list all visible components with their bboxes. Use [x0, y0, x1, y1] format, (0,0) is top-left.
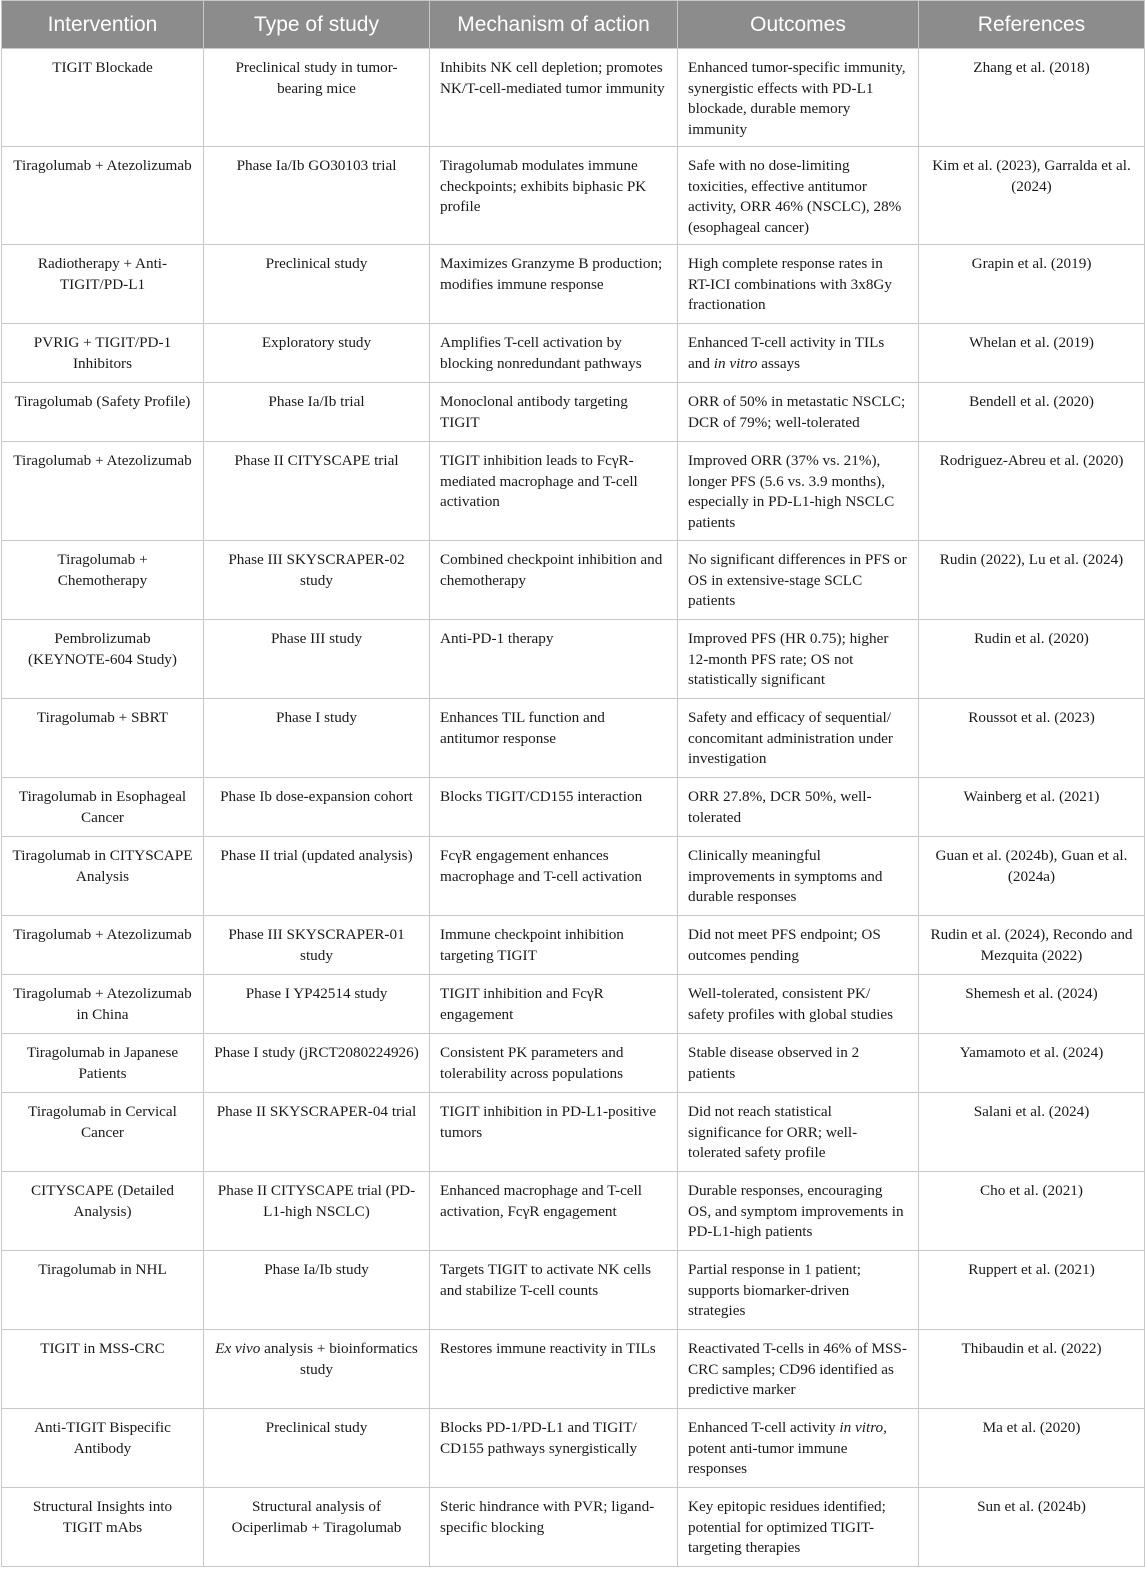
cell-outcomes: Reactivated T-cells in 46% of MSS-CRC samples; CD96 identified as predictive marker: [678, 1330, 919, 1409]
cell-references: Thibaudin et al. (2022): [919, 1330, 1145, 1409]
outcomes-text: Enhanced T-cell activity in TILs and: [688, 334, 885, 372]
header-references: References: [919, 1, 1145, 49]
table-row: [2, 1034, 1145, 1093]
header-row: [2, 1, 1145, 49]
cell-references: Whelan et al. (2019): [919, 324, 1145, 383]
table-row: [2, 916, 1145, 975]
cell-study: Phase II CITYSCAPE trial: [204, 442, 430, 541]
table-row: [2, 1251, 1145, 1330]
cell-study: Exploratory study: [204, 324, 430, 383]
cell-intervention: TIGIT Blockade: [2, 49, 204, 147]
cell-study: Phase Ia/Ib study: [204, 1251, 430, 1330]
study-italic-text: Ex vivo: [215, 1340, 261, 1357]
cell-mechanism: Anti-PD-1 therapy: [430, 620, 678, 699]
cell-study: Phase I YP42514 study: [204, 975, 430, 1034]
table-row: [2, 1093, 1145, 1172]
cell-intervention: Tiragolumab + SBRT: [2, 699, 204, 778]
cell-intervention: Tiragolumab + Atezolizumab: [2, 916, 204, 975]
cell-study: Preclinical study in tumor-bearing mice: [204, 49, 430, 147]
cell-mechanism: Amplifies T-cell activation by blocking nonredundant pathways: [430, 324, 678, 383]
table-row: [2, 383, 1145, 442]
table-row: [2, 1409, 1145, 1488]
header-mechanism: Mechanism of action: [430, 1, 678, 49]
cell-study: Phase Ia/Ib GO30103 trial: [204, 147, 430, 245]
table-row: [2, 620, 1145, 699]
table-row: [2, 324, 1145, 383]
cell-mechanism: Maximizes Granzyme B production; modifies immune response: [430, 245, 678, 324]
cell-references: Roussot et al. (2023): [919, 699, 1145, 778]
cell-mechanism: Restores immune reactivity in TILs: [430, 1330, 678, 1409]
cell-outcomes: Did not reach statistical significance for ORR; well-tolerated safety profile: [678, 1093, 919, 1172]
cell-references: Salani et al. (2024): [919, 1093, 1145, 1172]
header-outcomes: Outcomes: [678, 1, 919, 49]
cell-outcomes: Partial response in 1 patient; supports biomarker-driven strategies: [678, 1251, 919, 1330]
cell-mechanism: Blocks TIGIT/CD155 interaction: [430, 778, 678, 837]
cell-mechanism: Steric hindrance with PVR; ligand-specific blocking: [430, 1488, 678, 1567]
cell-intervention: Tiragolumab + Chemotherapy: [2, 541, 204, 620]
cell-outcomes: Key epitopic residues identified; potential for optimized TIGIT-targeting therapies: [678, 1488, 919, 1567]
cell-mechanism: Tiragolumab modulates immune checkpoints; exhibits biphasic PK profile: [430, 147, 678, 245]
cell-outcomes: Clinically meaningful improvements in symptoms and durable responses: [678, 837, 919, 916]
intervention-table: [1, 0, 1145, 1567]
cell-references: Sun et al. (2024b): [919, 1488, 1145, 1567]
cell-intervention: Tiragolumab + Atezolizumab: [2, 147, 204, 245]
cell-outcomes: Stable disease observed in 2 patients: [678, 1034, 919, 1093]
cell-references: Yamamoto et al. (2024): [919, 1034, 1145, 1093]
cell-references: Shemesh et al. (2024): [919, 975, 1145, 1034]
cell-study: Phase III SKYSCRAPER-02 study: [204, 541, 430, 620]
cell-intervention: Anti-TIGIT Bispecific Antibody: [2, 1409, 204, 1488]
cell-intervention: Tiragolumab + Atezolizumab: [2, 442, 204, 541]
table-row: [2, 1488, 1145, 1567]
cell-references: Guan et al. (2024b), Guan et al. (2024a): [919, 837, 1145, 916]
cell-references: Ma et al. (2020): [919, 1409, 1145, 1488]
cell-intervention: Tiragolumab in Esophageal Cancer: [2, 778, 204, 837]
cell-outcomes: ORR 27.8%, DCR 50%, well-tolerated: [678, 778, 919, 837]
cell-study: [204, 1330, 430, 1409]
cell-study: Preclinical study: [204, 245, 430, 324]
cell-references: Bendell et al. (2020): [919, 383, 1145, 442]
cell-mechanism: Immune checkpoint inhibition targeting TIGIT: [430, 916, 678, 975]
cell-outcomes: Improved ORR (37% vs. 21%), longer PFS (5.6 vs. 3.9 months), especially in PD-L1-high NSCLC patients: [678, 442, 919, 541]
study-text: analysis + bioinformatics study: [260, 1340, 418, 1378]
cell-intervention: Structural Insights into TIGIT mAbs: [2, 1488, 204, 1567]
cell-references: Wainberg et al. (2021): [919, 778, 1145, 837]
cell-intervention: Radiotherapy + Anti-TIGIT/PD-L1: [2, 245, 204, 324]
cell-outcomes: Durable responses, encouraging OS, and symptom improvements in PD-L1-high patients: [678, 1172, 919, 1251]
table-row: [2, 1172, 1145, 1251]
outcomes-italic-text: in vitro: [713, 354, 758, 372]
cell-study: Phase III SKYSCRAPER-01 study: [204, 916, 430, 975]
cell-outcomes: Safe with no dose-limiting toxicities, effective antitumor activity, ORR 46% (NSCLC), 28% (esophageal cancer): [678, 147, 919, 245]
cell-outcomes: High complete response rates in RT-ICI combinations with 3x8Gy fractionation: [678, 245, 919, 324]
cell-study: Phase III study: [204, 620, 430, 699]
cell-study: Phase II trial (updated analysis): [204, 837, 430, 916]
table-row: [2, 442, 1145, 541]
cell-outcomes: ORR of 50% in metastatic NSCLC; DCR of 79%; well-tolerated: [678, 383, 919, 442]
cell-outcomes: No significant differences in PFS or OS in extensive-stage SCLC patients: [678, 541, 919, 620]
cell-outcomes: Did not meet PFS endpoint; OS outcomes pending: [678, 916, 919, 975]
table-row: [2, 699, 1145, 778]
cell-references: Rudin et al. (2020): [919, 620, 1145, 699]
cell-references: Rodriguez-Abreu et al. (2020): [919, 442, 1145, 541]
cell-outcomes: Enhanced tumor-specific immunity, synergistic effects with PD-L1 blockade, durable memory immunity: [678, 49, 919, 147]
outcomes-text: assays: [757, 354, 801, 372]
table-row: [2, 245, 1145, 324]
cell-intervention: PVRIG + TIGIT/PD-1 Inhibitors: [2, 324, 204, 383]
cell-mechanism: TIGIT inhibition and FcγR engagement: [430, 975, 678, 1034]
cell-mechanism: FcγR engagement enhances macrophage and T-cell activation: [430, 837, 678, 916]
cell-mechanism: Blocks PD-1/PD-L1 and TIGIT/ CD155 pathways synergistically: [430, 1409, 678, 1488]
outcomes-italic-text: in vitro: [839, 1419, 884, 1436]
cell-study: Structural analysis of Ociperlimab + Tiragolumab: [204, 1488, 430, 1567]
cell-references: Cho et al. (2021): [919, 1172, 1145, 1251]
cell-intervention: Tiragolumab in CITYSCAPE Analysis: [2, 837, 204, 916]
table-row: [2, 541, 1145, 620]
cell-study: Phase II SKYSCRAPER-04 trial: [204, 1093, 430, 1172]
cell-intervention: TIGIT in MSS-CRC: [2, 1330, 204, 1409]
cell-mechanism: Enhances TIL function and antitumor response: [430, 699, 678, 778]
cell-mechanism: TIGIT inhibition in PD-L1-positive tumors: [430, 1093, 678, 1172]
cell-references: Ruppert et al. (2021): [919, 1251, 1145, 1330]
cell-intervention: Pembrolizumab (KEYNOTE-604 Study): [2, 620, 204, 699]
cell-references: Zhang et al. (2018): [919, 49, 1145, 147]
cell-outcomes: Safety and efficacy of sequential/ concomitant administration under investigation: [678, 699, 919, 778]
cell-study: Phase II CITYSCAPE trial (PD-L1-high NSCLC): [204, 1172, 430, 1251]
cell-outcomes: [678, 324, 919, 383]
cell-outcomes: [678, 1409, 919, 1488]
table-row: [2, 837, 1145, 916]
cell-outcomes: Well-tolerated, consistent PK/ safety profiles with global studies: [678, 975, 919, 1034]
cell-study: Preclinical study: [204, 1409, 430, 1488]
cell-study: Phase Ib dose-expansion cohort: [204, 778, 430, 837]
cell-references: Kim et al. (2023), Garralda et al. (2024): [919, 147, 1145, 245]
cell-study: Phase Ia/Ib trial: [204, 383, 430, 442]
cell-intervention: Tiragolumab (Safety Profile): [2, 383, 204, 442]
cell-study: Phase I study (jRCT2080224926): [204, 1034, 430, 1093]
cell-mechanism: Monoclonal antibody targeting TIGIT: [430, 383, 678, 442]
table-row: [2, 1330, 1145, 1409]
cell-study: Phase I study: [204, 699, 430, 778]
cell-references: Rudin et al. (2024), Recondo and Mezquita (2022): [919, 916, 1145, 975]
cell-references: Grapin et al. (2019): [919, 245, 1145, 324]
cell-outcomes: Improved PFS (HR 0.75); higher 12-month PFS rate; OS not statistically significant: [678, 620, 919, 699]
table-row: [2, 147, 1145, 245]
outcomes-text: Enhanced T-cell activity: [688, 1419, 840, 1436]
table-row: [2, 778, 1145, 837]
cell-mechanism: Combined checkpoint inhibition and chemotherapy: [430, 541, 678, 620]
cell-references: Rudin (2022), Lu et al. (2024): [919, 541, 1145, 620]
table-row: [2, 49, 1145, 147]
cell-mechanism: Targets TIGIT to activate NK cells and stabilize T-cell counts: [430, 1251, 678, 1330]
cell-mechanism: TIGIT inhibition leads to FcγR-mediated macrophage and T-cell activation: [430, 442, 678, 541]
outcomes-text: , potent anti-tumor immune responses: [688, 1419, 887, 1477]
header-intervention: Intervention: [2, 1, 204, 49]
cell-intervention: Tiragolumab + Atezolizumab in China: [2, 975, 204, 1034]
cell-mechanism: Consistent PK parameters and tolerability across populations: [430, 1034, 678, 1093]
table-row: [2, 975, 1145, 1034]
cell-intervention: Tiragolumab in Japanese Patients: [2, 1034, 204, 1093]
cell-mechanism: Enhanced macrophage and T-cell activation, FcγR engagement: [430, 1172, 678, 1251]
header-type-of-study: Type of study: [204, 1, 430, 49]
cell-intervention: CITYSCAPE (Detailed Analysis): [2, 1172, 204, 1251]
cell-mechanism: Inhibits NK cell depletion; promotes NK/T-cell-mediated tumor immunity: [430, 49, 678, 147]
cell-intervention: Tiragolumab in Cervical Cancer: [2, 1093, 204, 1172]
cell-intervention: Tiragolumab in NHL: [2, 1251, 204, 1330]
